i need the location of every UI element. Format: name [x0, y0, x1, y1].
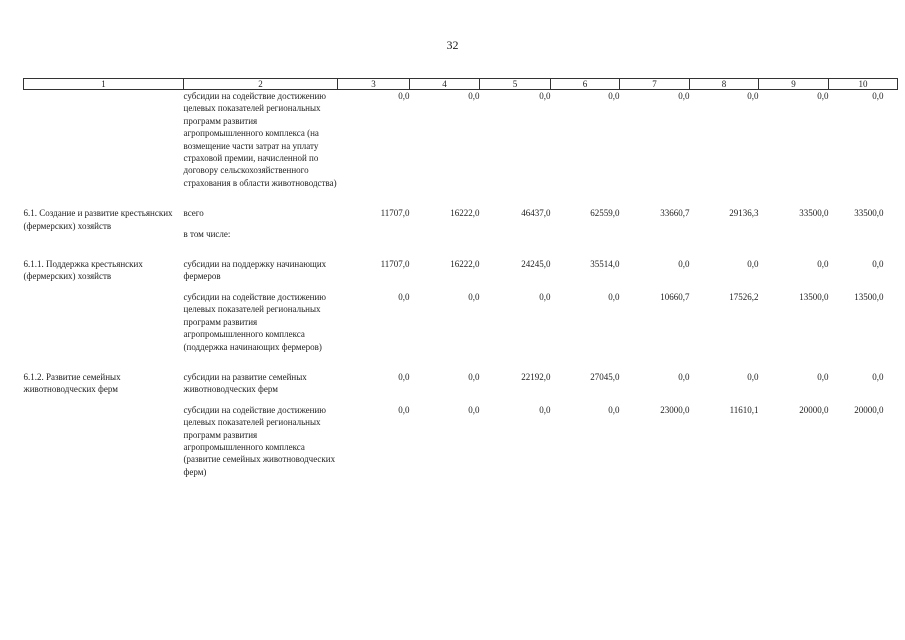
table-row [24, 258, 898, 283]
value-cell: 0,0 [608, 91, 620, 101]
row-description: субсидии на развитие семейных животноводческих ферм [183, 371, 307, 395]
value-cell: 11707,0 [380, 208, 410, 219]
row-name [24, 404, 184, 478]
value-cell: 0,0 [608, 404, 620, 415]
value-cell: 0,0 [398, 91, 410, 101]
value-cell: 0,0 [398, 291, 410, 302]
value-cell: 0,0 [539, 291, 551, 302]
value-cell: 0,0 [539, 404, 551, 415]
row-name: 6.1.1. Поддержка крестьянских (фермерских) хозяйств [23, 259, 143, 282]
value-cell: 13500,0 [799, 291, 829, 302]
value-cell: 11610,1 [729, 404, 759, 415]
value-cell: 16222,0 [450, 208, 480, 219]
row-name: 6.1. Создание и развитие крестьянских (фермерских) хозяйств [23, 208, 173, 231]
value-cell: 0,0 [468, 291, 480, 302]
value-cell: 0,0 [747, 371, 759, 382]
column-header: 1 [24, 79, 184, 90]
value-cell: 0,0 [872, 371, 884, 382]
column-header: 5 [480, 79, 551, 90]
row-spacer [24, 283, 898, 291]
row-note: в том числе: [183, 228, 231, 239]
value-cell: 27045,0 [590, 371, 620, 382]
column-number-row [24, 79, 898, 90]
row-name [24, 90, 184, 190]
value-cell: 46437,0 [521, 208, 551, 219]
value-cell: 20000,0 [799, 404, 829, 415]
column-header: 6 [551, 79, 620, 90]
column-header: 8 [690, 79, 759, 90]
table-row [24, 291, 898, 353]
row-spacer [24, 240, 898, 258]
row-spacer [24, 396, 898, 404]
value-cell: 23000,0 [660, 404, 690, 415]
value-cell: 33500,0 [799, 208, 829, 219]
table-row [24, 90, 898, 190]
row-name: 6.1.2. Развитие семейных животноводческих ферм [23, 371, 121, 395]
budget-table [23, 78, 898, 478]
value-cell: 16222,0 [450, 259, 480, 270]
value-cell: 0,0 [398, 404, 410, 415]
row-description: субсидии на содействие достижению целевых показателей региональных программ развития агропромышленного комплекса (на возмещение части затрат на уплату страховой премии, начисленной по договору сельскохозяйственного страхования в области животноводства) [183, 91, 337, 188]
column-header: 4 [410, 79, 480, 90]
value-cell: 0,0 [747, 91, 759, 101]
column-header: 10 [829, 79, 898, 90]
value-cell: 62559,0 [590, 208, 620, 219]
value-cell: 0,0 [678, 91, 690, 101]
row-description [184, 207, 338, 240]
value-cell: 0,0 [608, 291, 620, 302]
value-cell: 0,0 [817, 259, 829, 270]
value-cell: 20000,0 [854, 404, 884, 415]
table-row [24, 371, 898, 396]
row-description: субсидии на содействие достижению целевых показателей региональных программ развития агропромышленного комплекса (поддержка начинающих фермеров) [183, 291, 327, 352]
page-number: 32 [446, 38, 459, 52]
row-name [24, 291, 184, 353]
value-cell: 0,0 [872, 259, 884, 270]
value-cell: 0,0 [817, 371, 829, 382]
value-cell: 33660,7 [660, 208, 690, 219]
value-cell: 0,0 [468, 371, 480, 382]
value-cell: 13500,0 [854, 291, 884, 302]
value-cell: 0,0 [678, 259, 690, 270]
row-description: субсидии на содействие достижению целевых показателей региональных программ развития агропромышленного комплекса (развитие семейных животноводческих ферм) [183, 404, 336, 477]
value-cell: 29136,3 [729, 208, 759, 219]
row-spacer [24, 353, 898, 371]
value-cell: 0,0 [747, 259, 759, 270]
table-row [24, 207, 898, 240]
value-cell: 0,0 [468, 404, 480, 415]
value-cell: 17526,2 [729, 291, 759, 302]
column-header: 3 [338, 79, 410, 90]
table-row [24, 404, 898, 478]
value-cell: 33500,0 [854, 208, 884, 219]
value-cell: 35514,0 [590, 259, 620, 270]
value-cell: 0,0 [817, 91, 829, 101]
value-cell: 0,0 [468, 91, 480, 101]
row-description: субсидии на поддержку начинающих фермеров [183, 259, 327, 282]
column-header: 7 [620, 79, 690, 90]
value-cell: 11707,0 [380, 259, 410, 270]
value-cell: 24245,0 [521, 259, 551, 270]
column-header: 9 [759, 79, 829, 90]
value-cell: 10660,7 [660, 291, 690, 302]
value-cell: 22192,0 [521, 371, 551, 382]
value-cell: 0,0 [872, 91, 884, 101]
row-description-text: всего [183, 208, 204, 219]
row-spacer [24, 189, 898, 207]
column-header: 2 [184, 79, 338, 90]
value-cell: 0,0 [539, 91, 551, 101]
value-cell: 0,0 [678, 371, 690, 382]
value-cell: 0,0 [398, 371, 410, 382]
